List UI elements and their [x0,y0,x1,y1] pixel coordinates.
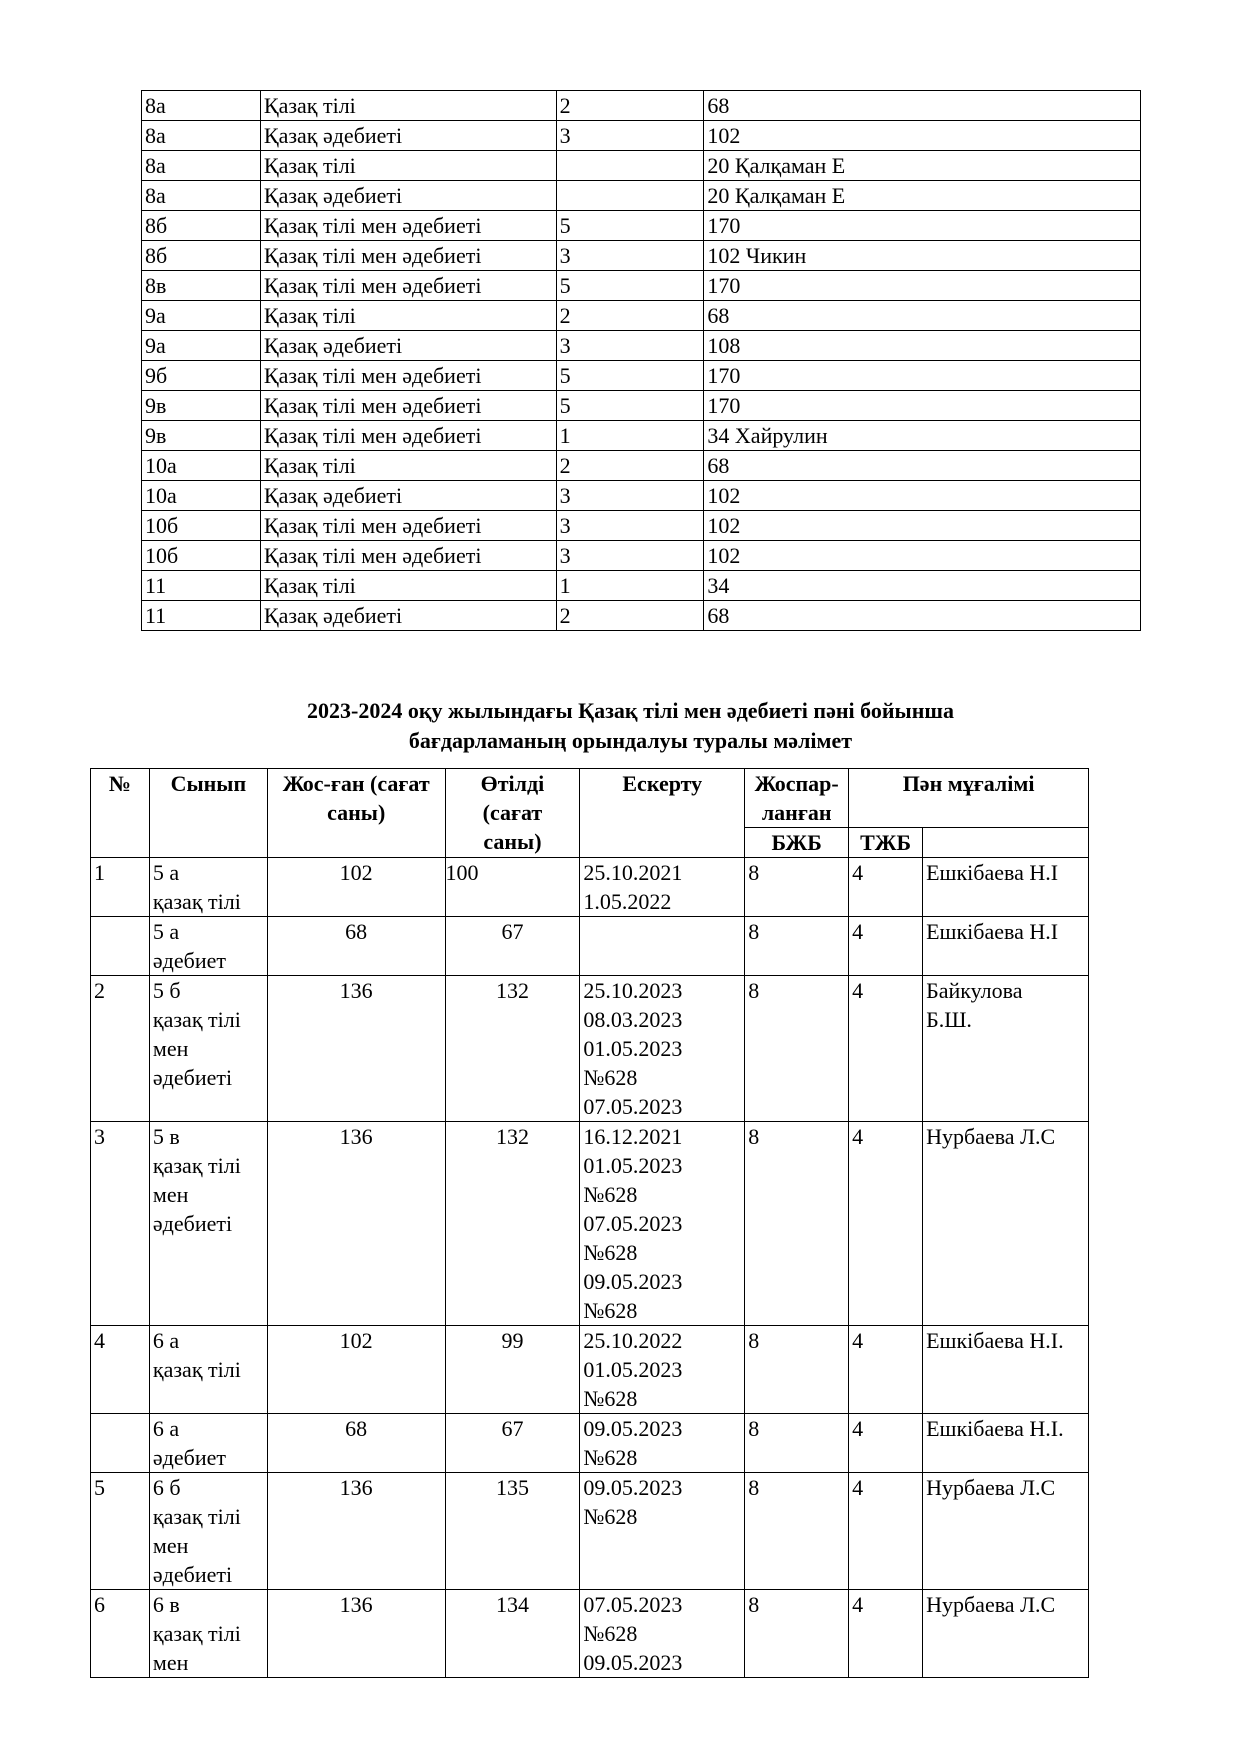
cell-note: 07.05.2023 №628 09.05.2023 [580,1590,745,1678]
cell-subject: Қазақ әдебиеті [260,181,556,211]
table-row [142,241,1141,271]
cell-total-hours: 102 Чикин [704,241,1141,271]
cell-note: 09.05.2023 №628 [580,1473,745,1590]
cell-taught-hours: 100 [445,858,580,917]
cell-weekly-hours: 5 [556,211,704,241]
cell-bjb: 8 [745,976,849,1122]
cell-class: 8а [142,151,261,181]
cell-total-hours: 68 [704,91,1141,121]
cell-subject: Қазақ тілі мен әдебиеті [260,271,556,301]
cell-subject: Қазақ әдебиеті [260,121,556,151]
cell-class: 10а [142,481,261,511]
cell-class: 10а [142,451,261,481]
cell-number: 3 [91,1122,150,1326]
cell-tjb: 4 [849,1122,923,1326]
cell-planned-hours: 102 [267,858,445,917]
cell-number: 4 [91,1326,150,1414]
cell-number [91,917,150,976]
table-row [91,917,1089,976]
cell-weekly-hours [556,151,704,181]
header-empty-cell [923,828,1089,858]
cell-planned-hours: 136 [267,1590,445,1678]
header-teacher: Пән мұғалімі [849,769,1089,828]
table-row [142,511,1141,541]
cell-planned-hours: 136 [267,976,445,1122]
table-row [142,91,1141,121]
cell-class: 10б [142,511,261,541]
cell-teacher: Ешкібаева Н.І. [923,1326,1089,1414]
cell-bjb: 8 [745,917,849,976]
cell-total-hours: 170 [704,211,1141,241]
cell-class: 9б [142,361,261,391]
cell-taught-hours: 67 [445,917,580,976]
cell-subject: Қазақ тілі мен әдебиеті [260,421,556,451]
cell-note: 25.10.2023 08.03.2023 01.05.2023 №628 07.05.2023 [580,976,745,1122]
cell-weekly-hours: 2 [556,301,704,331]
cell-total-hours: 108 [704,331,1141,361]
cell-subject: Қазақ тілі мен әдебиеті [260,541,556,571]
cell-subject: Қазақ тілі мен әдебиеті [260,361,556,391]
cell-weekly-hours: 2 [556,601,704,631]
table-row [142,301,1141,331]
cell-number: 5 [91,1473,150,1590]
cell-class: 6 а қазақ тілі [149,1326,267,1414]
header-tjb: ТЖБ [849,828,923,858]
cell-subject: Қазақ тілі [260,91,556,121]
cell-tjb: 4 [849,917,923,976]
cell-subject: Қазақ әдебиеті [260,601,556,631]
cell-total-hours: 68 [704,601,1141,631]
cell-note: 25.10.2021 1.05.2022 [580,858,745,917]
cell-total-hours: 20 Қалқаман Е [704,181,1141,211]
cell-class: 6 а әдебиет [149,1414,267,1473]
cell-weekly-hours: 5 [556,271,704,301]
cell-weekly-hours: 3 [556,511,704,541]
cell-taught-hours: 132 [445,976,580,1122]
cell-planned-hours: 136 [267,1473,445,1590]
cell-tjb: 4 [849,976,923,1122]
cell-class: 8а [142,181,261,211]
cell-class: 8в [142,271,261,301]
table-row [142,271,1141,301]
table-row [142,391,1141,421]
cell-bjb: 8 [745,1590,849,1678]
cell-taught-hours: 132 [445,1122,580,1326]
cell-teacher: Ешкібаева Н.І. [923,1414,1089,1473]
cell-taught-hours: 134 [445,1590,580,1678]
header-planned: Жоспар- ланған [745,769,849,828]
cell-subject: Қазақ тілі [260,151,556,181]
cell-weekly-hours: 5 [556,391,704,421]
cell-bjb: 8 [745,1414,849,1473]
cell-total-hours: 170 [704,361,1141,391]
table-row [91,1326,1089,1414]
cell-teacher: Нурбаева Л.С [923,1473,1089,1590]
cell-bjb: 8 [745,1122,849,1326]
program-completion-table-header [91,769,1089,858]
table-row [142,211,1141,241]
cell-teacher: Байкулова Б.Ш. [923,976,1089,1122]
cell-bjb: 8 [745,858,849,917]
cell-class: 10б [142,541,261,571]
cell-subject: Қазақ тілі мен әдебиеті [260,241,556,271]
table-row [142,571,1141,601]
header-class: Сынып [149,769,267,858]
cell-number: 6 [91,1590,150,1678]
cell-weekly-hours: 2 [556,91,704,121]
table-row [142,481,1141,511]
cell-subject: Қазақ тілі мен әдебиеті [260,391,556,421]
cell-total-hours: 68 [704,451,1141,481]
table-row [142,181,1141,211]
cell-weekly-hours: 3 [556,121,704,151]
table-row [91,1414,1089,1473]
header-note: Ескерту [580,769,745,858]
program-completion-table [90,768,1089,1678]
cell-subject: Қазақ әдебиеті [260,481,556,511]
cell-teacher: Нурбаева Л.С [923,1590,1089,1678]
cell-teacher: Нурбаева Л.С [923,1122,1089,1326]
table-row [91,1122,1089,1326]
cell-weekly-hours [556,181,704,211]
cell-class: 9в [142,391,261,421]
cell-total-hours: 102 [704,541,1141,571]
table-row [91,976,1089,1122]
table-row [142,121,1141,151]
table-row [91,858,1089,917]
cell-number: 2 [91,976,150,1122]
cell-subject: Қазақ тілі [260,451,556,481]
table-row [142,601,1141,631]
cell-total-hours: 102 [704,481,1141,511]
cell-note: 25.10.2022 01.05.2023 №628 [580,1326,745,1414]
section-title-line-2: бағдарламаның орындалуы туралы мәлімет [408,728,853,753]
cell-class: 5 б қазақ тілі мен әдебиеті [149,976,267,1122]
cell-planned-hours: 68 [267,1414,445,1473]
header-taught-hours: Өтілді (сағат саны) [445,769,580,858]
cell-bjb: 8 [745,1326,849,1414]
cell-planned-hours: 68 [267,917,445,976]
cell-weekly-hours: 3 [556,241,704,271]
cell-taught-hours: 99 [445,1326,580,1414]
cell-subject: Қазақ тілі [260,301,556,331]
cell-tjb: 4 [849,1414,923,1473]
cell-total-hours: 102 [704,121,1141,151]
cell-tjb: 4 [849,858,923,917]
header-planned-hours: Жос-ған (сағат саны) [267,769,445,858]
cell-class: 8а [142,121,261,151]
cell-class: 5 в қазақ тілі мен әдебиеті [149,1122,267,1326]
cell-planned-hours: 136 [267,1122,445,1326]
cell-total-hours: 170 [704,391,1141,421]
cell-class: 9а [142,331,261,361]
cell-class: 6 б қазақ тілі мен әдебиеті [149,1473,267,1590]
header-number: № [91,769,150,858]
cell-weekly-hours: 3 [556,541,704,571]
cell-weekly-hours: 3 [556,331,704,361]
table-row [91,1590,1089,1678]
cell-subject: Қазақ тілі мен әдебиеті [260,511,556,541]
cell-note: 09.05.2023 №628 [580,1414,745,1473]
cell-taught-hours: 135 [445,1473,580,1590]
header-bjb: БЖБ [745,828,849,858]
cell-teacher: Ешкібаева Н.І [923,917,1089,976]
cell-class: 11 [142,601,261,631]
subject-hours-table-body [142,91,1141,631]
cell-total-hours: 170 [704,271,1141,301]
table-row [142,151,1141,181]
cell-total-hours: 34 Хайрулин [704,421,1141,451]
table-row [142,331,1141,361]
cell-weekly-hours: 1 [556,571,704,601]
table-row [142,421,1141,451]
cell-total-hours: 20 Қалқаман Е [704,151,1141,181]
cell-note: 16.12.2021 01.05.2023 №628 07.05.2023 №628 09.05.2023 №628 [580,1122,745,1326]
cell-tjb: 4 [849,1590,923,1678]
section-title [0,696,1241,756]
cell-class: 9а [142,301,261,331]
cell-weekly-hours: 1 [556,421,704,451]
cell-teacher: Ешкібаева Н.І [923,858,1089,917]
cell-total-hours: 102 [704,511,1141,541]
cell-subject: Қазақ тілі мен әдебиеті [260,211,556,241]
table-row [142,541,1141,571]
cell-class: 8б [142,241,261,271]
cell-class: 8б [142,211,261,241]
cell-bjb: 8 [745,1473,849,1590]
cell-class: 5 а әдебиет [149,917,267,976]
cell-class: 6 в қазақ тілі мен [149,1590,267,1678]
table-row [142,361,1141,391]
cell-subject: Қазақ тілі [260,571,556,601]
cell-tjb: 4 [849,1326,923,1414]
cell-total-hours: 34 [704,571,1141,601]
cell-total-hours: 68 [704,301,1141,331]
section-title-line-1: 2023-2024 оқу жылындағы Қазақ тілі мен әдебиеті пәні бойынша [307,698,954,723]
program-completion-table-body [91,858,1089,1678]
table-row [142,451,1141,481]
subject-hours-table [141,90,1141,631]
cell-tjb: 4 [849,1473,923,1590]
cell-number [91,1414,150,1473]
cell-class: 9в [142,421,261,451]
cell-planned-hours: 102 [267,1326,445,1414]
cell-class: 8а [142,91,261,121]
cell-class: 5 а қазақ тілі [149,858,267,917]
cell-weekly-hours: 3 [556,481,704,511]
cell-class: 11 [142,571,261,601]
cell-note [580,917,745,976]
cell-weekly-hours: 2 [556,451,704,481]
cell-number: 1 [91,858,150,917]
cell-weekly-hours: 5 [556,361,704,391]
cell-subject: Қазақ әдебиеті [260,331,556,361]
cell-taught-hours: 67 [445,1414,580,1473]
table-row [91,1473,1089,1590]
